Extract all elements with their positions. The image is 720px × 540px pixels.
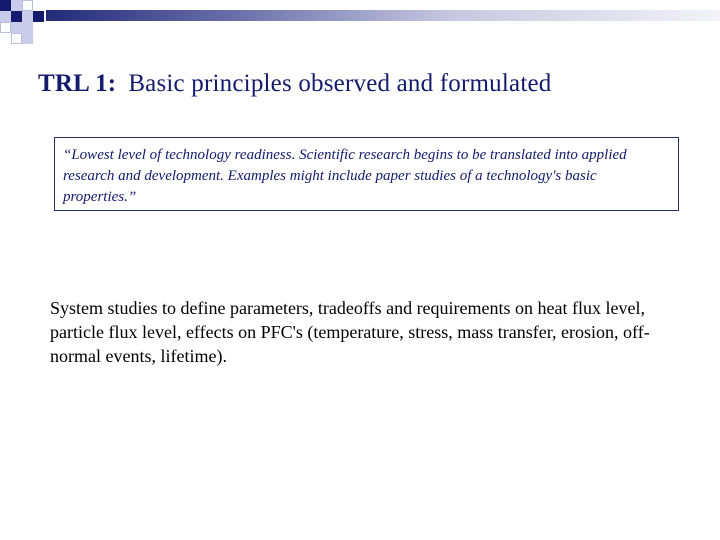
- corner-square-dark-3: [33, 11, 44, 22]
- slide-body-text: System studies to define parameters, tradeoffs and requirements on heat flux level, particle flux level, effects on PFC's (temperature, stress, mass transfer, erosion, off-normal events, lifetime).: [50, 298, 650, 366]
- corner-square-outline-1: [22, 0, 33, 11]
- definition-quote-text: “Lowest level of technology readiness. Scientific research begins to be translated into applied research and development. Examples might include paper studies of a technology's basic properties.”: [63, 147, 627, 205]
- slide-title-label: TRL 1:: [38, 70, 117, 97]
- corner-square-outline-3: [11, 33, 22, 44]
- corner-square-dark-1: [0, 0, 11, 11]
- corner-square-light-5: [22, 22, 33, 33]
- slide-title: [38, 70, 551, 98]
- title-gradient-bar: [46, 10, 720, 21]
- definition-quote-box: [54, 137, 679, 211]
- corner-square-light-6: [22, 33, 33, 44]
- corner-square-light-3: [22, 11, 33, 22]
- corner-square-light-2: [0, 11, 11, 22]
- slide-title-text: Basic principles observed and formulated: [128, 70, 552, 97]
- corner-square-dark-2: [11, 11, 22, 22]
- corner-square-outline-2: [0, 22, 11, 33]
- corner-square-light-1: [11, 0, 22, 11]
- corner-square-light-4: [11, 22, 22, 33]
